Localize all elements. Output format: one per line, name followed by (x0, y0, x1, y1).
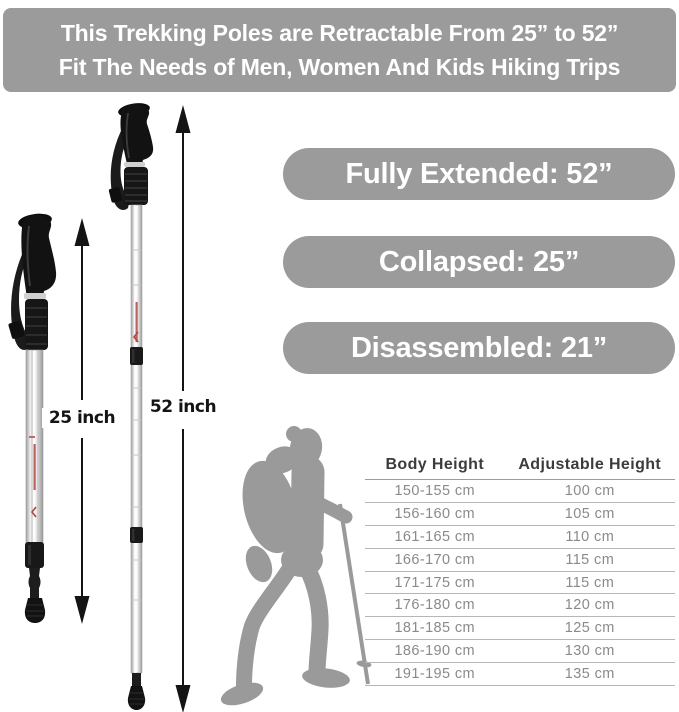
pole-shaft (26, 350, 43, 545)
table-row (365, 617, 675, 640)
feature-pill-disassembled (283, 322, 675, 374)
size-table-header-row (365, 450, 675, 480)
adjustable-height-cell: 135 cm (564, 666, 615, 683)
body-height-cell: 161-165 cm (394, 528, 476, 545)
extended-length-label: 52 inch (143, 397, 223, 417)
adjustable-height-cell: 105 cm (564, 505, 615, 522)
column-header-body-height: Body Height (385, 455, 485, 473)
feature-pill-collapsed (283, 236, 675, 288)
body-height-cell: 176-180 cm (394, 597, 476, 614)
adjustable-height-cell: 110 cm (565, 528, 615, 545)
table-row (365, 640, 675, 663)
body-height-cell: 186-190 cm (394, 643, 476, 660)
body-height-cell: 191-195 cm (394, 666, 476, 683)
pole-shaft (131, 205, 142, 673)
body-height-cell: 156-160 cm (394, 505, 476, 522)
body-height-cell: 171-175 cm (394, 574, 476, 591)
dimension-arrow-collapsed (42, 216, 122, 626)
pill-label: Fully Extended: 52” (345, 157, 613, 190)
column-header-adjustable-height: Adjustable Height (518, 455, 662, 473)
pill-label: Disassembled: 21” (350, 331, 608, 364)
pill-label: Collapsed: 25” (378, 245, 580, 278)
table-row (365, 663, 675, 686)
adjustable-height-cell: 115 cm (565, 574, 615, 591)
body-height-cell: 181-185 cm (394, 620, 476, 637)
body-height-cell: 150-155 cm (394, 482, 476, 499)
table-row (365, 526, 675, 549)
table-row (365, 503, 675, 526)
table-row (365, 572, 675, 595)
adjustable-height-cell: 130 cm (564, 643, 615, 660)
adjustable-height-cell: 115 cm (565, 551, 615, 568)
adjustable-height-cell: 125 cm (564, 620, 615, 637)
header-banner (3, 8, 676, 92)
table-row (365, 549, 675, 572)
pole-ring (124, 162, 145, 167)
size-table (365, 450, 675, 686)
table-row (365, 594, 675, 617)
feature-pill-fully-extended (283, 148, 675, 200)
adjustable-height-cell: 100 cm (564, 482, 615, 499)
banner-line-2: Fit The Needs of Men, Women And Kids Hiking Trips (58, 53, 621, 80)
collapsed-length-label: 25 inch (42, 408, 122, 428)
adjustable-height-cell: 120 cm (564, 597, 615, 614)
banner-line-1: This Trekking Poles are Retractable From 25” to 52” (60, 19, 619, 46)
body-height-cell: 166-170 cm (394, 551, 476, 568)
table-row (365, 480, 675, 503)
